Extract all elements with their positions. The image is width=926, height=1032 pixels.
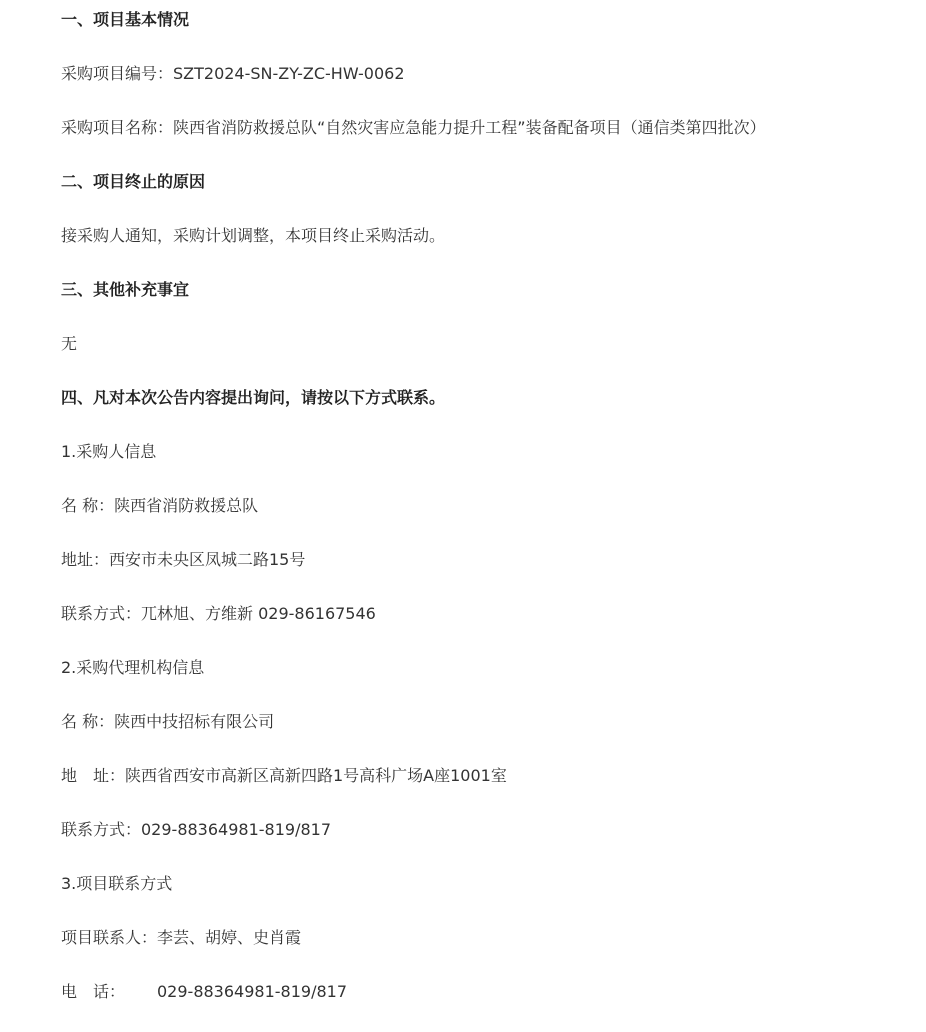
agency-heading: 2.采购代理机构信息 bbox=[61, 658, 205, 677]
section-heading-contact: 四、凡对本次公告内容提出询问，请按以下方式联系。 bbox=[61, 388, 446, 407]
project-name: 采购项目名称：陕西省消防救援总队“自然灾害应急能力提升工程”装备配备项目（通信类第四批次） bbox=[61, 118, 766, 137]
section-heading-termination: 二、项目终止的原因 bbox=[61, 172, 206, 191]
project-contact-persons: 项目联系人：李芸、胡婷、史肖霞 bbox=[61, 928, 302, 947]
project-contact-heading: 3.项目联系方式 bbox=[61, 874, 173, 893]
agency-contact: 联系方式：029-88364981-819/817 bbox=[61, 820, 331, 839]
purchaser-heading: 1.采购人信息 bbox=[61, 442, 157, 461]
section-heading-basic-info: 一、项目基本情况 bbox=[61, 10, 190, 29]
section-heading-other: 三、其他补充事宜 bbox=[61, 280, 190, 299]
project-contact-phone-label: 电 话： bbox=[61, 982, 126, 1001]
termination-reason: 接采购人通知，采购计划调整，本项目终止采购活动。 bbox=[61, 226, 446, 245]
other-content: 无 bbox=[61, 334, 78, 353]
purchaser-contact: 联系方式：兀林旭、方维新 029-86167546 bbox=[61, 604, 376, 623]
purchaser-address: 地址：西安市未央区凤城二路15号 bbox=[61, 550, 306, 569]
project-contact-phone-value: 029-88364981-819/817 bbox=[157, 982, 347, 1001]
agency-name: 名 称：陕西中技招标有限公司 bbox=[61, 712, 275, 731]
purchaser-name: 名 称：陕西省消防救援总队 bbox=[61, 496, 259, 515]
project-number: 采购项目编号：SZT2024-SN-ZY-ZC-HW-0062 bbox=[61, 64, 405, 83]
agency-address: 地 址：陕西省西安市高新区高新四路1号高科广场A座1001室 bbox=[61, 766, 507, 785]
